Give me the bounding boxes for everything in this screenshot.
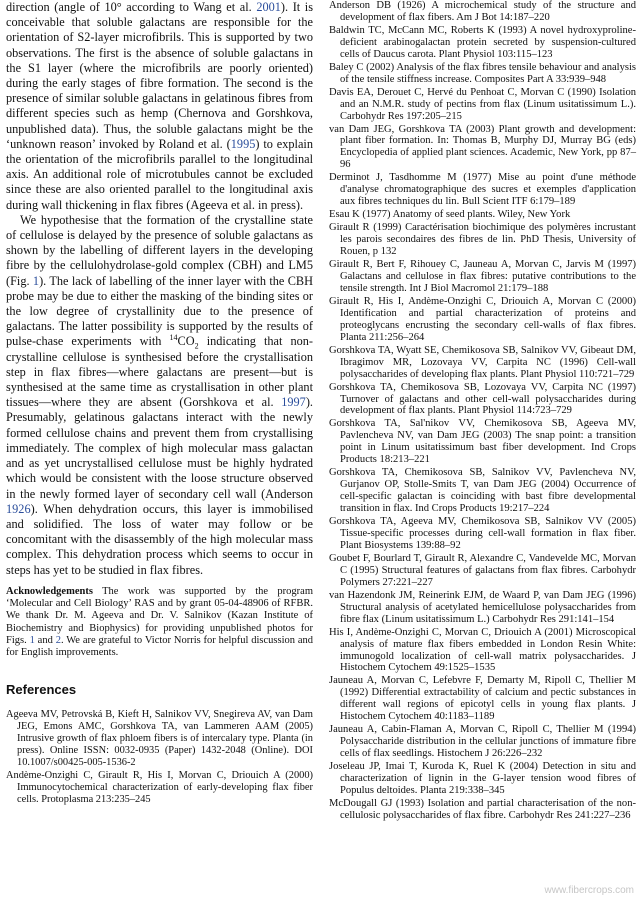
body-paragraph	[6, 213, 313, 578]
reference-entry: Gorshkova TA, Ageeva MV, Chemikosova SB, Salnikov VV (2005) Tissue-specific processes during cell-wall formation in flax fiber. Plant Biosystems 139:88–92	[329, 516, 636, 551]
reference-entry: His I, Andème-Onzighi C, Morvan C, Driouich A (2001) Microscopical analysis of mature flax fibers embedded in London Resin White: immunogold localization of cell-wall matrix polysaccharides. J Histochem Cytochem 49:1525–1535	[329, 626, 636, 674]
reference-entry: Baley C (2002) Analysis of the flax fibres tensile behaviour and analysis of the tensile stiffness increase. Composites Part A 33:939–948	[329, 61, 636, 85]
acknowledgements	[6, 586, 313, 660]
text: ). It is conceivable that soluble galactans are responsible for the orientation of S2-layer microfibrils. This is supported by two observations. The first is the absence of soluble galactans in the S1 layer (where the microfibrils are poorly oriented) during the early stages of fibre formation. The second is the presence of similar soluble galactans in gelatinous fibres from different species such as hemp (Chernova and Gorshkova, unpublished data). Thus, the soluble galactans might be the ‘unknown reason’ invoked by Roland et al. (	[6, 0, 314, 151]
reference-entry: Andème-Onzighi C, Girault R, His I, Morvan C, Driouich A (2000) Immunocytochemical characterization of early-developing flax fiber cells. Protoplasma 213:235–245	[6, 769, 313, 806]
reference-entry: Goubet F, Bourlard T, Girault R, Alexandre C, Vandevelde MC, Morvan C (1995) Structural features of galactans from flax fibres. Carbohydr Polymers 27:221–227	[329, 552, 636, 588]
references-heading: References	[6, 681, 77, 697]
reference-entry: Esau K (1977) Anatomy of seed plants. Wiley, New York	[329, 209, 571, 221]
reference-entry: Derminot J, Tasdhomme M (1977) Mise au point d'une méthode d'analyse chromatographique des sucres et exemples d'application aux fibres techniques du lin. Bull Scient ITF 6:179–189	[329, 172, 636, 208]
citation-link[interactable]: 1926	[6, 501, 31, 516]
citation-link[interactable]: 1997	[281, 395, 306, 410]
citation-link[interactable]: 2001	[256, 0, 281, 14]
reference-entry: Girault R (1999) Caractérisation biochimique des polymères incrustant les parois secondaires des fibres de lin. PhD Thesis, University of Rouen, p 132	[329, 222, 636, 258]
reference-entry: Gorshkova TA, Sal'nikov VV, Chemikosova SB, Ageeva MV, Pavlencheva NV, van Dam JEG (2003) The snap point: a transition point in Linum usitatissimum bast fiber development. Ind Crops Products 18:213–221	[329, 418, 636, 466]
reference-entry: Gorshkova TA, Wyatt SE, Chemikosova SB, Salnikov VV, Gibeaut DM, Ibragimov MR, Lozovaya VV, Carpita NC (1996) Cell-wall polysaccharides of developing flax plants. Plant Physiol 110:721–729	[329, 344, 636, 380]
text: and	[34, 634, 56, 646]
reference-entry: Davis EA, Derouet C, Hervé du Penhoat C, Morvan C (1990) Isolation and an N.M.R. study of pectins from flax (Linum usitatissimum L.). Carbohydr Res 197:205–215	[329, 86, 636, 122]
body-paragraph	[6, 0, 313, 213]
isotope-superscript: 14	[169, 333, 178, 343]
reference-entry: Gorshkova TA, Chemikosova SB, Salnikov VV, Pavlencheva NV, Gurjanov OP, Stolle-Smits T, van Dam JEG (2004) Occurrence of cell-specific galactan is coinciding with bast fibre developmental transition in flax. Ind Crops Products 19:217–224	[329, 467, 636, 515]
citation-link[interactable]: 1995	[230, 136, 256, 151]
acknowledgements-label: Acknowledgements	[6, 585, 93, 597]
reference-entry: McDougall GJ (1993) Isolation and partial characterisation of the non-cellulosic polysaccharides of flax fibre. Carbohydr Res 241:227–236	[329, 797, 636, 821]
reference-entry: Jauneau A, Morvan C, Lefebvre F, Demarty M, Ripoll C, Thellier M (1992) Differential extractability of calcium and pectic substances in different wall regions of epicotyl cells in young flax plants. J Histochem Cytochem 40:1183–1189	[329, 675, 636, 723]
text: indicating that non-crystalline cellulose is synthesised before the crystallisation step in flax fibres—where galactans are present—but is synthesised at the same time as crystallisation in other plant tissues—where they are absent (Gorshkova et al.	[6, 334, 313, 410]
text: ) to explain the orientation of the microfibrils parallel to the longitudinal axis. An additional role of microtubules cannot be excluded since these are also oriented parallel to the longitudinal axis during wall thickening in flax fibres (Ageeva et al. in press).	[6, 136, 314, 212]
reference-entry: Girault R, His I, Andème-Onzighi C, Driouich A, Morvan C (2000) Identification and partial characterization of proteins and proteoglycans encrusting the secondary cell-walls of flax fibres. Planta 211:256–264	[329, 295, 636, 343]
watermark: www.fibercrops.com	[544, 885, 634, 896]
reference-entry: van Hazendonk JM, Reinerink EJM, de Waard P, van Dam JEG (1996) Structural analysis of acetylated hemicellulose polysaccharides from fibre flax (Linum usitatissimum L.) Carbohydr Res 291:141–154	[329, 589, 636, 625]
reference-entry: Anderson DB (1926) A microchemical study of the structure and development of flax fibers. Am J Bot 14:187–220	[329, 0, 636, 23]
text: ). Presumably, gelatinous galactans interact with the newly formed cellulose chains and prevent them from crystallising immediately. The complex of high molecular mass galactan and as yet uncrystallised cellulose must be highly hydrated which would be consistent with the loose structure observed in the newly formed layer of secondary cell wall (Anderson	[6, 395, 313, 501]
text: CO	[177, 334, 195, 349]
figure-link[interactable]: 1	[29, 634, 35, 646]
text: direction (angle of 10° according to Wang et al.	[6, 0, 257, 14]
reference-entry: van Dam JEG, Gorshkova TA (2003) Plant growth and development: plant fiber formation. In: Thomas B, Murphy DJ, Murray BG (eds) Encyclopedia of applied plant sciences. Academic, New York, pp 87–96	[329, 123, 636, 171]
left-column	[6, 0, 313, 807]
reference-entry: Gorshkova TA, Chemikosova SB, Lozovaya VV, Carpita NC (1997) Turnover of galactans and other cell-wall polysaccharides during development of flax plants. Plant Physiol 114:723–729	[329, 381, 636, 417]
text: ). The lack of labelling of the inner layer with the CBH probe may be due to either the masking of the binding sites or the low degree of crystallinity due to the presence of galactans. The latter possibility is supported by the results of pulse-chase experiments with	[6, 273, 313, 349]
right-column	[329, 0, 636, 823]
figure-link[interactable]: 2	[55, 634, 61, 646]
text: . We are grateful to Victor Norris for helpful discussion and for English improvements.	[6, 634, 314, 659]
text: The work was supported by the program ‘Molecular and Cell Biology’ RAS and by grant 05-04-48906 of RFBR. We thank Dr. M. Ageeva and Dr. V. Salnikov (Kazan Institute of Biochemistry and Biophysics) for providing unpublished photos for Figs.	[6, 585, 313, 646]
reference-entry: Ageeva MV, Petrovská B, Kieft H, Salnikov VV, Snegireva AV, van Dam JEG, Emons AMC, Gorshkova TA, van Lammeren AAM (2005) Intrusive growth of flax phloem fibers is of intercalary type. Planta (in press). Online ISSN: 0032-0935 (Paper) 1432-2048 (Online). DOI 10.1007/s00425-005-1536-2	[6, 708, 313, 768]
figure-link[interactable]: 1	[32, 273, 40, 288]
text: We hypothesise that the formation of the crystalline state of cellulose is delayed by the presence of soluble galactans as shown by the labelling of different layers in the developing fibre by the cellulohydrolase-gold complex (CBH) and LM5 (Fig.	[6, 212, 313, 288]
subscript: 2	[194, 341, 199, 351]
reference-entry: Baldwin TC, McCann MC, Roberts K (1993) A novel hydroxyproline-deficient arabinogalactan protein secreted by suspension-cultured cells of Daucus carota. Plant Physiol 103:115–123	[329, 24, 636, 60]
reference-entry: Joseleau JP, Imai T, Kuroda K, Ruel K (2004) Detection in situ and characterization of lignin in the G-layer tension wood fibres of Populus deltoides. Planta 219:338–345	[329, 761, 636, 796]
reference-entry: Girault R, Bert F, Rihouey C, Jauneau A, Morvan C, Jarvis M (1997) Galactans and cellulose in flax fibres: putative contributions to the tensile strength. Int J Biol Macromol 21:179–188	[329, 259, 636, 294]
text: ). When dehydration occurs, this layer is immobilised and solidified. The loss of water may follow or be concomitant with the disassembly of the high molecular mass complex. This dehydration process which seems to occur in steps has yet to be studied in flax fibres.	[6, 501, 313, 577]
reference-entry: Jauneau A, Cabin-Flaman A, Morvan C, Ripoll C, Thellier M (1994) Polysaccharide distribution in the cellular junctions of immature fibre cells of flax seedlings. Histochem J 26:226–232	[329, 724, 636, 760]
